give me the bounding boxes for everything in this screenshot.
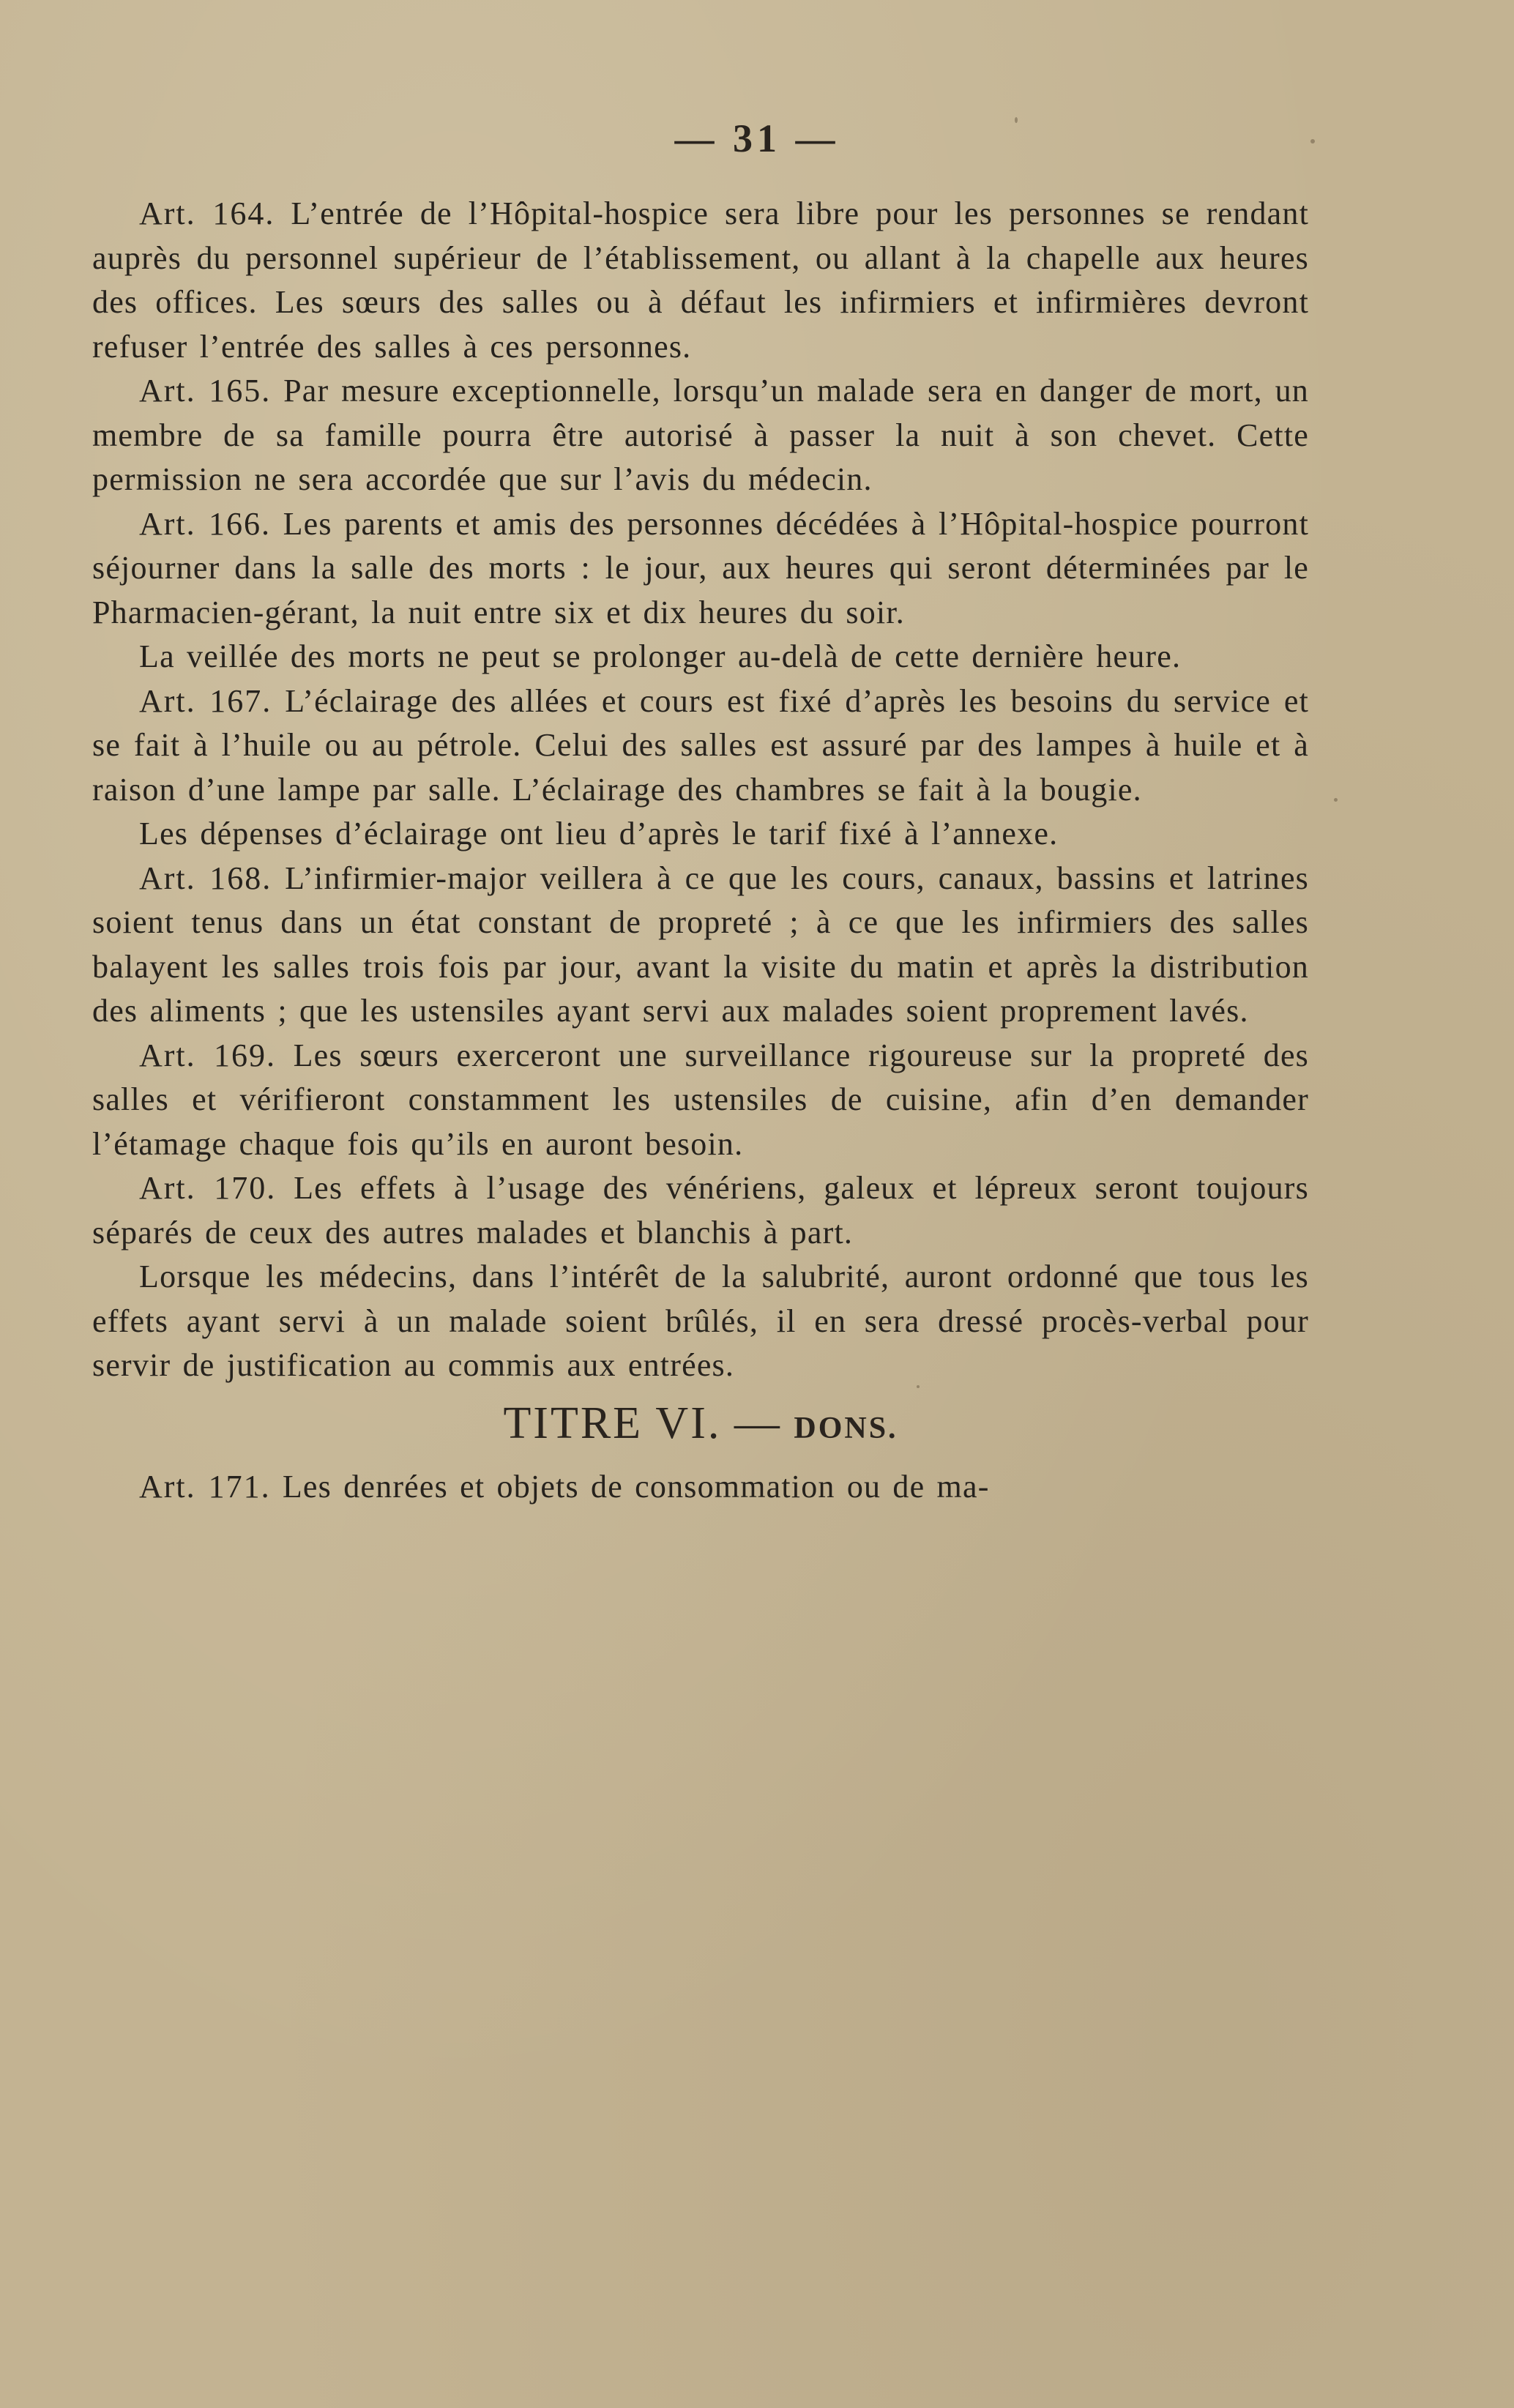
article-text: L’infirmier-major veillera à ce que les cours, canaux, bassins et latrines soient tenus dans un état constant de propreté ; à ce que les infirmiers des salles balayent les salles trois fois par jour, avant la visite du matin et après la distribution des aliments ; que les ustensiles ayant servi aux malades soient proprement lavés. [92, 860, 1309, 1029]
section-title-sub: DONS. [794, 1411, 898, 1445]
article-165 [92, 369, 1309, 502]
article-lead: Art. 171. [139, 1468, 271, 1505]
article-167 [92, 679, 1309, 813]
article-text: Les effets à l’usage des vénériens, galeux et lépreux seront toujours séparés de ceux des autres malades et blanchis à part. [92, 1170, 1309, 1250]
article-lead: Art. 168. [139, 860, 272, 896]
article-lead: Art. 167. [139, 682, 272, 719]
paper-speck [428, 1107, 431, 1111]
section-title [92, 1394, 1309, 1458]
article-170-continuation [92, 1255, 1309, 1388]
paper-speck [1015, 117, 1018, 123]
paragraph-text: Lorsque les médecins, dans l’intérêt de la salubrité, auront ordonné que tous les effets ayant servi à un malade soient brûlés, il en sera dressé procès-verbal pour servir de justification au commis aux entrées. [92, 1259, 1309, 1383]
article-168 [92, 857, 1309, 1034]
article-lead: Art. 164. [139, 195, 275, 231]
article-text: Les parents et amis des personnes décédées à l’Hôpital-hospice pourront séjourner dans la salle des morts : le jour, aux heures qui seront déterminées par le Pharmacien-gérant, la nuit entre six et dix heures du soir. [92, 505, 1309, 630]
article-169 [92, 1034, 1309, 1167]
article-text: Les sœurs exerceront une surveillance rigoureuse sur la propreté des salles et vérifieront constamment les ustensiles de cuisine, afin d’en demander l’étamage chaque fois qu’ils en auront besoin. [92, 1037, 1309, 1162]
paragraph-text: La veillée des morts ne peut se prolonger au-delà de cette dernière heure. [139, 638, 1182, 674]
article-text: Les denrées et objets de consommation ou de ma- [282, 1468, 990, 1505]
section-title-dash: — [734, 1398, 781, 1448]
article-166 [92, 502, 1309, 635]
paper-speck [1334, 798, 1338, 802]
article-166-continuation [92, 635, 1309, 679]
article-167-continuation [92, 812, 1309, 857]
article-lead: Art. 166. [139, 505, 272, 542]
article-164 [92, 192, 1309, 369]
article-171 [92, 1465, 1309, 1510]
paragraph-text: Les dépenses d’éclairage ont lieu d’après le tarif fixé à l’annexe. [139, 816, 1059, 851]
article-text: L’entrée de l’Hôpital-hospice sera libre pour les personnes se rendant auprès du personnel supérieur de l’établissement, ou allant à la chapelle aux heures des offices. Les sœurs des salles ou à défaut les infirmiers et infirmières devront refuser l’entrée des salles à ces personnes. [92, 195, 1310, 365]
article-lead: Art. 169. [139, 1037, 277, 1073]
article-lead: Art. 165. [139, 373, 272, 409]
section-title-main: TITRE VI. [503, 1398, 722, 1448]
page-number: — 31 — [674, 116, 840, 160]
article-170 [92, 1166, 1309, 1255]
article-text: L’éclairage des allées et cours est fixé d’après les besoins du service et se fait à l’huile ou au pétrole. Celui des salles est assuré par des lampes à huile et à raison d’une lampe par salle. L’éclairage des chambres se fait à la bougie. [92, 682, 1310, 808]
text-body [92, 192, 1309, 1509]
article-lead: Art. 170. [139, 1170, 277, 1206]
paper-speck [917, 1385, 920, 1388]
article-text: Par mesure exceptionnelle, lorsqu’un malade sera en danger de mort, un membre de sa famille pourra être autorisé à passer la nuit à son chevet. Cette permission ne sera accordée que sur l’avis du médecin. [92, 373, 1309, 497]
paper-speck [1310, 139, 1315, 143]
